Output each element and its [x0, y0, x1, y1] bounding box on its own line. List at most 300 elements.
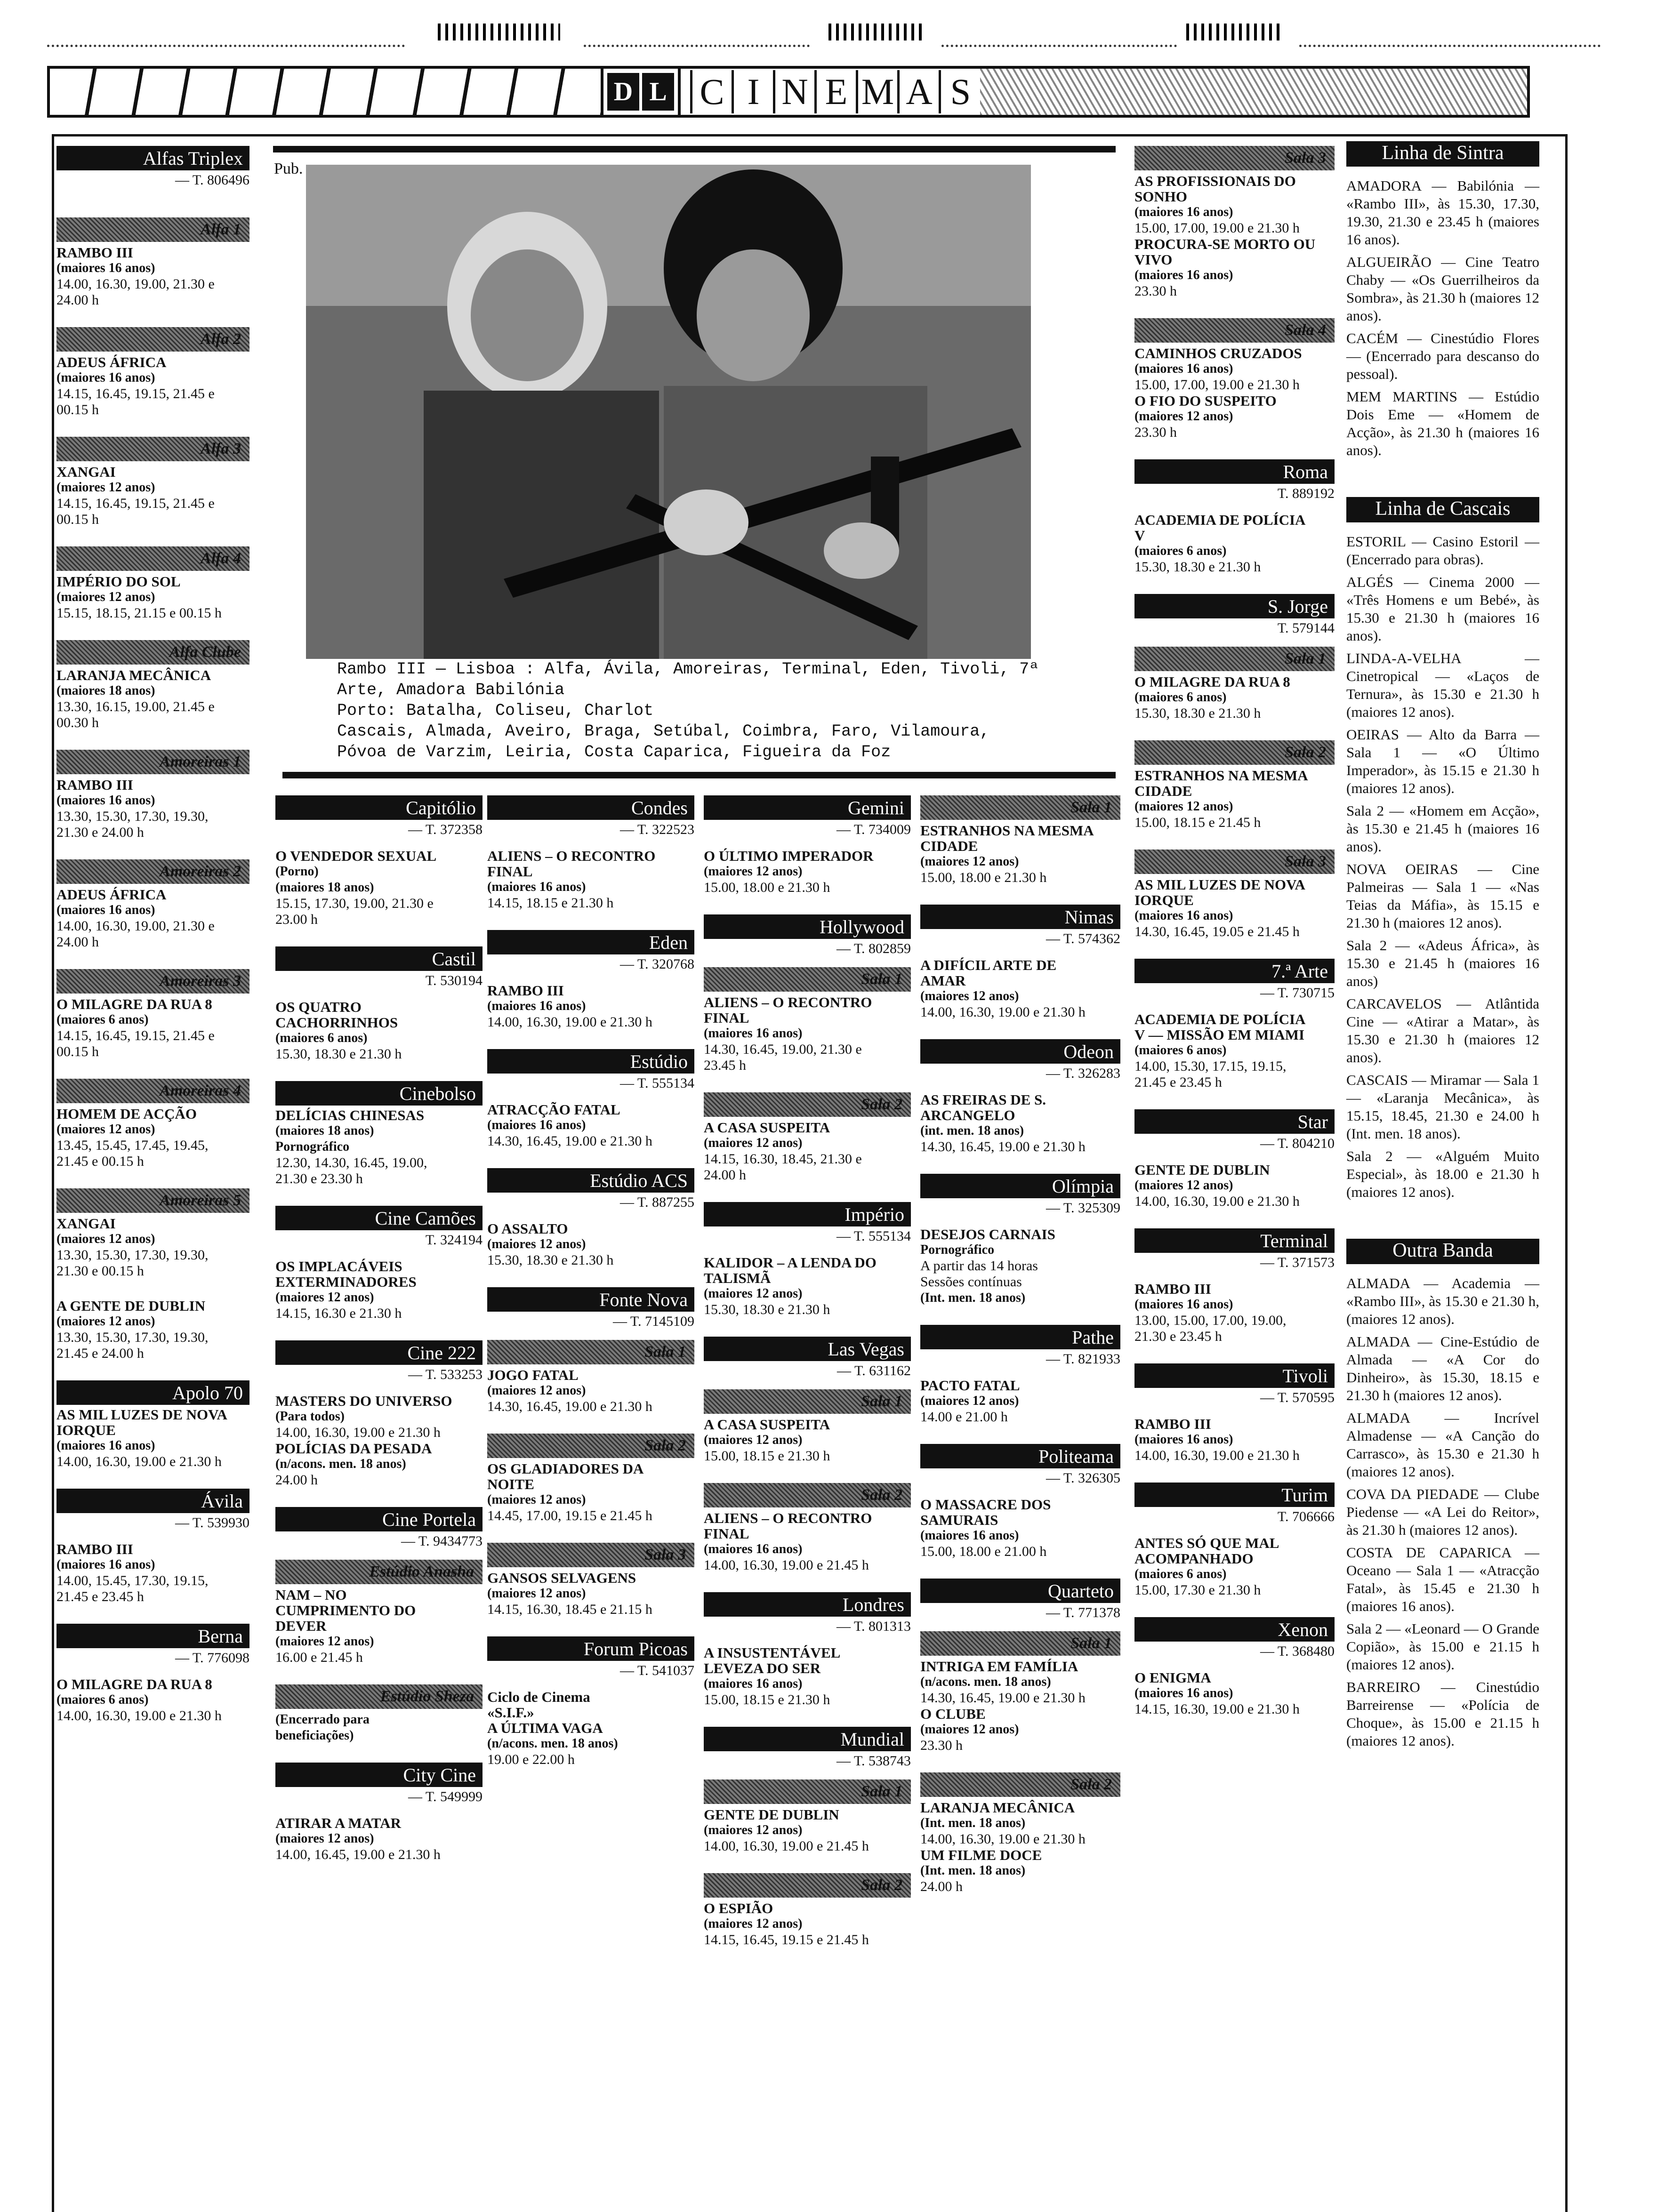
film-title: DELÍCIAS CHINESAS: [275, 1107, 425, 1123]
film-title: CAMINHOS CRUZADOS: [1134, 345, 1302, 361]
showtimes: 14.15, 16.30, 18.45 e 21.15 h: [487, 1602, 652, 1617]
showtimes: 15.00, 17.00, 19.00 e 21.30 h: [1134, 377, 1300, 393]
cinema-phone: — T. 771378: [1046, 1605, 1120, 1620]
showtimes: 14.15, 16.30 e 21.30 h: [275, 1306, 402, 1321]
cinema-phone: — T. 549999: [408, 1789, 483, 1804]
block-spacer: [920, 1155, 1120, 1174]
showtimes: 15.30, 18.30 e 21.30 h: [704, 1302, 830, 1317]
block-spacer: [1134, 831, 1335, 850]
listing-block: [704, 914, 911, 1074]
cinema-name: Xenon: [1134, 1617, 1335, 1642]
showtimes: 15.00, 18.15 e 21.30 h: [704, 1448, 830, 1464]
age-rating: (maiores 12 anos): [275, 1634, 374, 1649]
block-spacer: [1134, 1345, 1335, 1363]
listing-block: [56, 1489, 249, 1605]
age-rating: (n/acons. men. 18 anos): [920, 1675, 1051, 1689]
block-spacer: [56, 950, 249, 969]
block-spacer: [487, 1268, 694, 1287]
listing-block: [920, 1325, 1120, 1425]
age-rating: (maiores 16 anos): [487, 999, 586, 1013]
showtimes: 13.30, 15.30, 17.30, 19.30,: [56, 1330, 209, 1345]
screen-label: Sala 1: [704, 1779, 911, 1804]
cinema-phone: — T. 320768: [619, 956, 694, 972]
film-title: POLÍCIAS DA PESADA: [275, 1440, 432, 1457]
screen-label: Sala 1: [920, 1631, 1120, 1656]
age-rating: (maiores 16 anos): [1134, 1432, 1233, 1447]
age-rating: (maiores 12 anos): [920, 1394, 1019, 1408]
cinema-phone: — T. 322523: [619, 822, 694, 837]
film-title: AS MIL LUZES DE NOVA: [56, 1406, 227, 1423]
listing-block: [56, 146, 249, 188]
region-entry: ESTORIL — Casino Estoril — (Encerrado para obras).: [1346, 533, 1539, 568]
block-spacer: [920, 1306, 1120, 1325]
film-title: O VENDEDOR SEXUAL: [275, 848, 437, 864]
age-rating: (Int. men. 18 anos): [920, 1290, 1026, 1305]
film-title: O MILAGRE DA RUA 8: [56, 1676, 212, 1692]
cinema-name: Turim: [1134, 1483, 1335, 1507]
cinema-name: Fonte Nova: [487, 1287, 694, 1312]
listing-block: [56, 546, 249, 621]
listing-block: [704, 1202, 911, 1318]
showtimes: 15.30, 18.30 e 21.30 h: [1134, 559, 1261, 575]
film-title: IORQUE: [1134, 892, 1194, 908]
region-entry: COVA DA PIEDADE — Clube Piedense — «A Lei do Reitor», às 21.30 h (maiores 12 anos).: [1346, 1486, 1539, 1538]
listing-block: [1134, 1483, 1335, 1598]
film-title: RAMBO III: [1134, 1281, 1211, 1297]
showtimes: 21.45 e 23.45 h: [1134, 1074, 1222, 1090]
age-rating: (maiores 18 anos): [56, 683, 155, 698]
showtimes: 21.30 e 00.15 h: [56, 1263, 144, 1279]
showtimes: 00.15 h: [56, 402, 99, 417]
showtimes: 14.00, 16.30, 19.00 e 21.30 h: [1134, 1194, 1300, 1209]
block-spacer: [920, 1754, 1120, 1772]
film-title: HOMEM DE ACÇÃO: [56, 1106, 197, 1122]
screen-label: Sala 2: [704, 1092, 911, 1117]
film-title: CIDADE: [920, 838, 978, 854]
showtimes: 15.00, 18.15 e 21.45 h: [1134, 815, 1261, 830]
listing-block: [487, 1287, 694, 1415]
film-title: ADEUS ÁFRICA: [56, 354, 167, 370]
showtimes: 00.30 h: [56, 715, 99, 730]
age-rating: (maiores 6 anos): [1134, 1043, 1227, 1058]
listing-block: [275, 946, 483, 1062]
film-title: DESEJOS CARNAIS: [920, 1226, 1055, 1242]
region-entry: ALMADA — Incrível Almadense — «A Canção do Carrasco», às 15.30 e 21.30 h (maiores 12 anos).: [1346, 1410, 1539, 1480]
screen-label: Amoreiras 4: [56, 1079, 249, 1103]
block-spacer: [56, 841, 249, 859]
showtimes: 14.00, 16.30, 19.00 e 21.45 h: [704, 1557, 869, 1573]
listing-block: [920, 1174, 1120, 1306]
block-spacer: [1134, 1464, 1335, 1483]
showtimes: 14.00, 16.45, 19.00 e 21.30 h: [275, 1847, 441, 1862]
showtimes: 23.00 h: [275, 912, 318, 927]
showtimes: 23.30 h: [1134, 283, 1177, 299]
age-rating: (maiores 12 anos): [56, 1314, 155, 1329]
region-list-cascais: [1346, 533, 1539, 1201]
cinema-phone: — T. 821933: [1046, 1351, 1120, 1367]
block-spacer: [56, 1170, 249, 1188]
cinema-phone: — T. 887255: [619, 1194, 694, 1210]
showtimes: 14.00, 16.30, 19.00 e 21.30 h: [487, 1014, 652, 1030]
section-header: [47, 66, 1530, 118]
regional-column: [1346, 141, 1539, 1755]
film-title: RAMBO III: [1134, 1416, 1211, 1432]
film-title: FINAL: [704, 1525, 749, 1542]
cinema-name: Castil: [275, 946, 483, 971]
listing-block: [487, 1049, 694, 1149]
cinema-phone: — T. 539930: [175, 1515, 249, 1531]
film-title: OS IMPLACÁVEIS: [275, 1258, 402, 1274]
showtimes: 14.30, 16.45, 19.00 e 21.30 h: [487, 1133, 652, 1149]
section-title: C I N E M A S: [681, 69, 980, 115]
screen-label: Amoreiras 5: [56, 1188, 249, 1213]
region-header-cascais: Linha de Cascais: [1346, 497, 1539, 522]
region-entry: CACÉM — Cinestúdio Flores — (Encerrado para descanso do pessoal).: [1346, 330, 1539, 382]
film-title: AMAR: [920, 972, 966, 989]
age-rating: (maiores 12 anos): [1134, 799, 1233, 814]
age-rating: (Encerrado para: [275, 1712, 370, 1727]
region-entry: ALGUEIRÃO — Cine Teatro Chaby — «Os Guerrilheiros da Sombra», às 21.30 h (maiores 12 anos).: [1346, 254, 1539, 324]
block-spacer: [1134, 1717, 1335, 1736]
block-spacer: [275, 1863, 483, 1882]
cinema-name: Apolo 70: [56, 1380, 249, 1405]
age-rating: (maiores 16 anos): [487, 1118, 586, 1132]
cinema-phone: T. 324194: [425, 1232, 483, 1248]
film-title: LEVEZA DO SER: [704, 1660, 821, 1676]
showtimes: 15.00, 17.00, 19.00 e 21.30 h: [1134, 220, 1300, 236]
listing-block: [704, 1483, 911, 1573]
age-rating: (maiores 16 anos): [56, 1438, 155, 1453]
showtimes: 14.15, 16.45, 19.15, 21.45 e: [56, 1028, 215, 1043]
film-title: ALIENS – O RECONTRO: [704, 994, 872, 1010]
region-entry: AMADORA — Babilónia — «Rambo III», às 15.30, 17.30, 19.30, 21.30 e 23.45 h (maiores 16 anos).: [1346, 177, 1539, 248]
age-rating: (maiores 16 anos): [1134, 268, 1233, 282]
block-spacer: [1134, 1598, 1335, 1617]
cinema-name: Gemini: [704, 795, 911, 820]
film-title: ALIENS – O RECONTRO: [487, 848, 656, 864]
screen-label: Sala 1: [1134, 647, 1335, 671]
age-rating: (maiores 16 anos): [56, 370, 155, 385]
showtimes: 14.30, 16.45, 19.05 e 21.45 h: [1134, 924, 1300, 939]
showtimes: 19.00 e 22.00 h: [487, 1752, 575, 1767]
showtimes: 14.00, 16.30, 19.00 e 21.30 h: [1134, 1448, 1300, 1463]
age-rating: (maiores 12 anos): [704, 864, 803, 879]
age-rating: (maiores 18 anos): [275, 1123, 374, 1138]
film-note: Pornográfico: [275, 1139, 350, 1154]
age-rating: (maiores 12 anos): [704, 1823, 803, 1837]
film-title: A CASA SUSPEITA: [704, 1119, 830, 1136]
film-title: O MILAGRE DA RUA 8: [56, 996, 212, 1012]
showtimes: 21.45 e 00.15 h: [56, 1154, 144, 1169]
block-spacer: [56, 528, 249, 546]
film-title: A CASA SUSPEITA: [704, 1416, 830, 1433]
region-list-outra-banda: [1346, 1274, 1539, 1750]
screen-label: Sala 1: [487, 1340, 694, 1364]
film-title: ACADEMIA DE POLÍCIA: [1134, 1011, 1306, 1027]
film-title: O FIO DO SUSPEITO: [1134, 393, 1277, 409]
region-list-sintra: [1346, 177, 1539, 459]
age-rating: (maiores 6 anos): [56, 1012, 149, 1027]
cinema-name: Olímpia: [920, 1174, 1120, 1198]
film-title: LARANJA MECÂNICA: [56, 667, 211, 683]
showtimes: 14.00, 16.30, 19.00 e 21.30 h: [56, 1454, 222, 1469]
cinema-name: Politeama: [920, 1444, 1120, 1468]
cinema-name: Quarteto: [920, 1579, 1120, 1603]
showtimes: 14.00, 16.30, 19.00 e 21.30 h: [920, 1004, 1086, 1020]
cinema-name: Pathe: [920, 1325, 1120, 1349]
film-title: CIDADE: [1134, 783, 1192, 799]
film-title: OS QUATRO: [275, 999, 362, 1015]
top-ornament: [47, 19, 1601, 71]
film-title: OS GLADIADORES DA: [487, 1460, 644, 1477]
age-rating: (maiores 6 anos): [1134, 690, 1227, 705]
showtimes: 14.00, 16.30, 19.00 e 21.45 h: [704, 1838, 869, 1854]
block-spacer: [1134, 575, 1335, 594]
dl-logo: D L: [601, 69, 681, 115]
cinema-name: Terminal: [1134, 1228, 1335, 1253]
region-entry: Sala 2 — «Homem em Acção», às 15.30 e 21.45 h (maiores 16 anos).: [1346, 802, 1539, 855]
film-title: ACOMPANHADO: [1134, 1550, 1254, 1567]
cinema-phone: T. 706666: [1277, 1509, 1335, 1524]
film-title: ESTRANHOS NA MESMA: [1134, 767, 1308, 784]
film-title: MASTERS DO UNIVERSO: [275, 1393, 452, 1409]
cinema-phone: — T. 9434773: [401, 1533, 483, 1549]
film-title: A INSUSTENTÁVEL: [704, 1644, 841, 1661]
age-rating: (maiores 16 anos): [704, 1542, 803, 1556]
cinema-name: City Cine: [275, 1763, 483, 1787]
cinema-phone: — T. 325309: [1046, 1200, 1120, 1216]
showtimes: 14.30, 16.45, 19.00 e 21.30 h: [487, 1399, 652, 1414]
cinema-phone: — T. 570595: [1260, 1390, 1335, 1405]
listing-block: [920, 795, 1120, 886]
film-title: NAM – NO: [275, 1587, 347, 1603]
cinema-phone: — T. 538743: [836, 1753, 911, 1769]
region-entry: LINDA-A-VELHA — Cinetropical — «Laços de Ternura», às 15.30 e 21.30 h (maiores 12 anos).: [1346, 650, 1539, 720]
film-title: O ESPIÃO: [704, 1900, 773, 1916]
listing-block: [275, 1081, 483, 1187]
age-rating: Pornográfico: [920, 1242, 995, 1257]
region-entry: OEIRAS — Alto da Barra — Sala 1 — «O Último Imperador», às 15.15 e 21.30 h (maiores 12 anos).: [1346, 726, 1539, 796]
cinema-phone: — T. 326283: [1046, 1066, 1120, 1081]
listing-block: [1134, 740, 1335, 831]
showtimes: 14.00, 16.30, 19.00 e 21.30 h: [275, 1425, 441, 1440]
screen-label: Sala 2: [704, 1483, 911, 1507]
block-spacer: [704, 1074, 911, 1092]
region-entry: NOVA OEIRAS — Cine Palmeiras — Sala 1 — «Nas Teias da Máfia», às 15.15 e 21.30 h (maiores 12 anos).: [1346, 861, 1539, 931]
block-spacer: [487, 1149, 694, 1168]
showtimes: 00.15 h: [56, 512, 99, 527]
cinema-phone: — T. 7145109: [612, 1314, 694, 1329]
film-title: RAMBO III: [487, 982, 564, 999]
showtimes: 14.00, 15.30, 17.15, 19.15,: [1134, 1058, 1287, 1074]
listing-block: [1134, 1617, 1335, 1717]
film-note: (maiores 18 anos): [275, 880, 374, 895]
block-spacer: [1134, 299, 1335, 318]
film-title: CACHORRINHOS: [275, 1014, 398, 1031]
age-rating: (maiores 12 anos): [275, 1831, 374, 1846]
block-spacer: [56, 199, 249, 217]
film-title: ACADEMIA DE POLÍCIA: [1134, 512, 1306, 528]
listing-block: [704, 1337, 911, 1464]
listing-block: [56, 859, 249, 950]
age-rating: (maiores 12 anos): [704, 1136, 803, 1150]
block-spacer: [56, 1470, 249, 1489]
showtimes: 13.00, 15.00, 17.00, 19.00,: [1134, 1313, 1287, 1328]
ad-label: Pub.: [274, 160, 303, 177]
film-title: EXTERMINADORES: [275, 1274, 417, 1290]
listing-block: [56, 1624, 249, 1724]
film-title: AS PROFISSIONAIS DO: [1134, 173, 1296, 189]
screen-label: Alfa Clube: [56, 640, 249, 665]
header-texture: [980, 69, 1527, 115]
region-header-sintra: Linha de Sintra: [1346, 141, 1539, 167]
ad-top-rule: [273, 146, 1116, 152]
cinema-phone: — T. 776098: [175, 1650, 249, 1666]
listing-column-2: [275, 795, 483, 1882]
listing-block: [920, 905, 1120, 1020]
block-spacer: [1134, 940, 1335, 959]
region-entry: ALGÉS — Cinema 2000 — «Três Homens e um Bebé», às 15.30 e 21.30 h (maiores 16 anos).: [1346, 574, 1539, 644]
film-title: IORQUE: [56, 1422, 116, 1438]
block-spacer: [920, 1020, 1120, 1039]
showtimes: 24.00 h: [920, 1879, 963, 1894]
film-title: GENTE DE DUBLIN: [704, 1806, 839, 1823]
listing-block: [56, 1380, 249, 1470]
age-rating: (maiores 12 anos): [920, 989, 1019, 1003]
age-rating: (maiores 12 anos): [56, 1122, 155, 1137]
age-rating: (maiores 16 anos): [56, 1557, 155, 1572]
age-rating: (maiores 16 anos): [56, 903, 155, 917]
film-title: VIVO: [1134, 251, 1173, 268]
region-entry: Sala 2 — «Alguém Muito Especial», às 18.00 e 21.30 h (maiores 12 anos).: [1346, 1148, 1539, 1200]
listing-block: [275, 1507, 483, 1666]
film-title: O CLUBE: [920, 1706, 986, 1722]
screen-label: Sala 2: [1134, 740, 1335, 765]
showtimes: 14.15, 18.15 e 21.30 h: [487, 895, 614, 911]
film-title: ATIRAR A MATAR: [275, 1815, 401, 1831]
showtimes: 14.00, 16.30, 19.00 e 21.30 h: [920, 1831, 1086, 1847]
age-rating: (maiores 16 anos): [56, 793, 155, 808]
showtimes: 00.15 h: [56, 1044, 99, 1059]
showtimes: 13.30, 15.30, 17.30, 19.30,: [56, 1247, 209, 1263]
cinema-name: Nimas: [920, 905, 1120, 929]
film-title: O MASSACRE DOS: [920, 1496, 1051, 1513]
showtimes: 14.30, 16.45, 19.00 e 21.30 h: [920, 1690, 1086, 1706]
age-rating: (maiores 12 anos): [275, 1290, 374, 1305]
block-spacer: [920, 1895, 1120, 1914]
listing-column-5: [920, 795, 1120, 1914]
listing-column-3: [487, 795, 694, 1787]
film-title: ESTRANHOS NA MESMA: [920, 822, 1094, 839]
block-spacer: [487, 1030, 694, 1049]
block-spacer: [704, 1318, 911, 1337]
film-title: RAMBO III: [56, 777, 133, 793]
showtimes: 21.30 e 23.45 h: [1134, 1329, 1222, 1344]
screen-label: Sala 2: [704, 1873, 911, 1898]
listing-block: [920, 1444, 1120, 1560]
film-title: INTRIGA EM FAMÍLIA: [920, 1658, 1078, 1675]
screen-label: Alfa 2: [56, 327, 249, 352]
film-title: ADEUS ÁFRICA: [56, 886, 167, 903]
age-rating: (maiores 12 anos): [1134, 1178, 1233, 1193]
cinema-phone: — T. 555134: [836, 1228, 911, 1244]
showtimes: 23.30 h: [920, 1738, 963, 1753]
cinema-phone: — T. 804210: [1260, 1136, 1335, 1151]
block-spacer: [1134, 721, 1335, 740]
cinema-name: Cine Portela: [275, 1507, 483, 1531]
showtimes: 21.30 e 24.00 h: [56, 825, 144, 840]
showtimes: 15.00, 17.30 e 21.30 h: [1134, 1582, 1261, 1598]
age-rating: (maiores 12 anos): [487, 1237, 586, 1251]
showtimes: 23.45 h: [704, 1058, 746, 1073]
listing-block: [56, 437, 249, 528]
showtimes: 14.15, 16.30, 18.45, 21.30 e: [704, 1151, 862, 1167]
screen-label: Sala 2: [487, 1434, 694, 1458]
film-title: V — MISSÃO EM MIAMI: [1134, 1026, 1305, 1043]
listing-block: [1134, 594, 1335, 721]
screen-label: Sala 3: [1134, 850, 1335, 874]
film-title: A ÚLTIMA VAGA: [487, 1720, 603, 1736]
showtimes: 13.45, 15.45, 17.45, 19.45,: [56, 1138, 209, 1153]
showtimes: 21.30 e 23.30 h: [275, 1171, 363, 1186]
region-entry: MEM MARTINS — Estúdio Dois Eme — «Homem de Acção», às 21.30 h (maiores 16 anos).: [1346, 388, 1539, 458]
screen-label: Sala 3: [1134, 146, 1335, 170]
block-spacer: [487, 1524, 694, 1543]
listing-block: [1134, 1228, 1335, 1345]
age-rating: (maiores 12 anos): [920, 854, 1019, 869]
film-title: SONHO: [1134, 188, 1187, 205]
block-spacer: [920, 886, 1120, 905]
showtimes: 14.45, 17.00, 19.15 e 21.45 h: [487, 1508, 652, 1523]
film-title: GENTE DE DUBLIN: [1134, 1162, 1270, 1178]
age-rating: (int. men. 18 anos): [920, 1123, 1024, 1138]
listing-block: [275, 1340, 483, 1488]
showtimes: 14.00 e 21.00 h: [920, 1409, 1008, 1425]
listing-block: [56, 1079, 249, 1170]
film-title: «S.I.F.»: [487, 1704, 534, 1721]
showtimes: 14.00, 16.30, 19.00, 21.30 e: [56, 918, 215, 934]
film-title: AS MIL LUZES DE NOVA: [1134, 876, 1305, 893]
film-note: beneficiações): [275, 1728, 354, 1743]
age-rating: (maiores 12 anos): [1134, 409, 1233, 424]
showtimes: 13.30, 16.15, 19.00, 21.45 e: [56, 699, 215, 714]
block-spacer: [1134, 1090, 1335, 1109]
cinema-name: Condes: [487, 795, 694, 820]
film-title: SAMURAIS: [920, 1512, 998, 1528]
block-spacer: [275, 1322, 483, 1340]
age-rating: (maiores 12 anos): [704, 1286, 803, 1301]
cinema-name: Mundial: [704, 1727, 911, 1751]
listing-block: [56, 969, 249, 1060]
region-header-outra-banda: Outra Banda: [1346, 1239, 1539, 1264]
age-rating: (maiores 12 anos): [704, 1916, 803, 1931]
region-entry: ALMADA — Academia — «Rambo III», às 15.30 e 21.30 h, (maiores 12 anos).: [1346, 1275, 1539, 1327]
age-rating: (Para todos): [275, 1409, 345, 1424]
region-entry: Sala 2 — «Adeus África», às 15.30 e 21.45 h (maiores 16 anos): [1346, 937, 1539, 989]
block-spacer: [704, 1183, 911, 1202]
cinema-name: Las Vegas: [704, 1337, 911, 1361]
cinema-name: Cinebolso: [275, 1081, 483, 1106]
block-spacer: [56, 1605, 249, 1624]
cinema-phone: — T. 368480: [1260, 1643, 1335, 1659]
film-title: FINAL: [704, 1010, 749, 1026]
block-spacer: [275, 1666, 483, 1684]
listing-block: [1134, 146, 1335, 299]
listing-block: [920, 1579, 1120, 1754]
listing-block: [56, 327, 249, 418]
block-spacer: [56, 621, 249, 640]
showtimes: 14.15, 16.30, 19.00 e 21.30 h: [1134, 1701, 1300, 1717]
